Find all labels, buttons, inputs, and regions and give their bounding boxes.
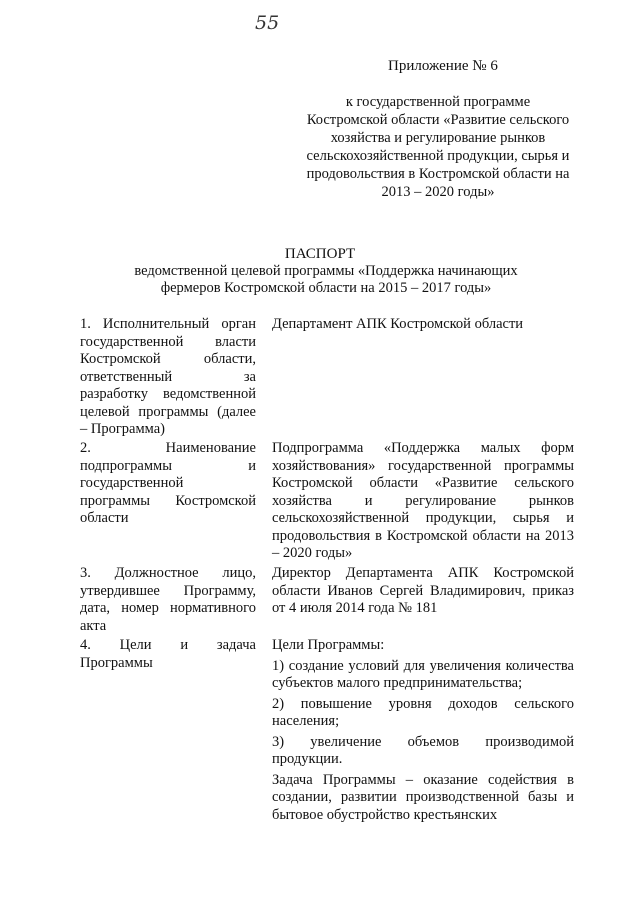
row-label: 1. Исполнительный орган государственной власти Костромской области, ответственный за разработку ведомственной целевой программы (далее – Программа)	[80, 316, 256, 437]
row-value: Директор Департамента АПК Костромской области Иванов Сергей Владимирович, приказ от 4 июля 2014 года № 181	[272, 565, 574, 616]
row-label: 4. Цели и задача Программы	[80, 637, 256, 671]
goals-heading: Цели Программы:	[272, 637, 385, 653]
goal-item: 3) увеличение объемов производимой продукции.	[272, 733, 574, 767]
row-label: 3. Должностное лицо, утвердившее Программу, дата, номер нормативного акта	[80, 565, 256, 634]
handwritten-page-number: 55	[255, 12, 280, 34]
passport-subtitle: ведомственной целевой программы «Поддержка начинающих фермеров Костромской области на 2015 – 2017 годы»	[134, 263, 518, 296]
row-value	[272, 637, 574, 824]
appendix-text: к государственной программе Костромской области «Развитие сельского хозяйства и регулирование рынков сельскохозяйственной продукции, сырья и продовольствия в Костромской области на 2013 – 2020 годы»	[306, 94, 570, 200]
goal-item: 1) создание условий для увеличения количества субъектов малого предпринимательства;	[272, 657, 574, 691]
goal-item: 2) повышение уровня доходов сельского населения;	[272, 695, 574, 729]
task-text: Задача Программы – оказание содействия в создании, развитии производственной базы и бытовое обустройство крестьянских	[272, 771, 574, 823]
appendix-number: Приложение № 6	[388, 58, 498, 74]
row-value: Подпрограмма «Поддержка малых форм хозяйствования» государственной программы Костромской области «Развитие сельского хозяйства и регулирование рынков сельскохозяйственной продукции, сырья и продовольствия в Костромской области на 2013 – 2020 годы»	[272, 440, 574, 561]
row-value: Департамент АПК Костромской области	[272, 316, 524, 332]
passport-title: ПАСПОРТ	[284, 246, 356, 262]
row-label: 2. Наименование подпрограммы и государственной программы Костромской области	[80, 440, 256, 526]
